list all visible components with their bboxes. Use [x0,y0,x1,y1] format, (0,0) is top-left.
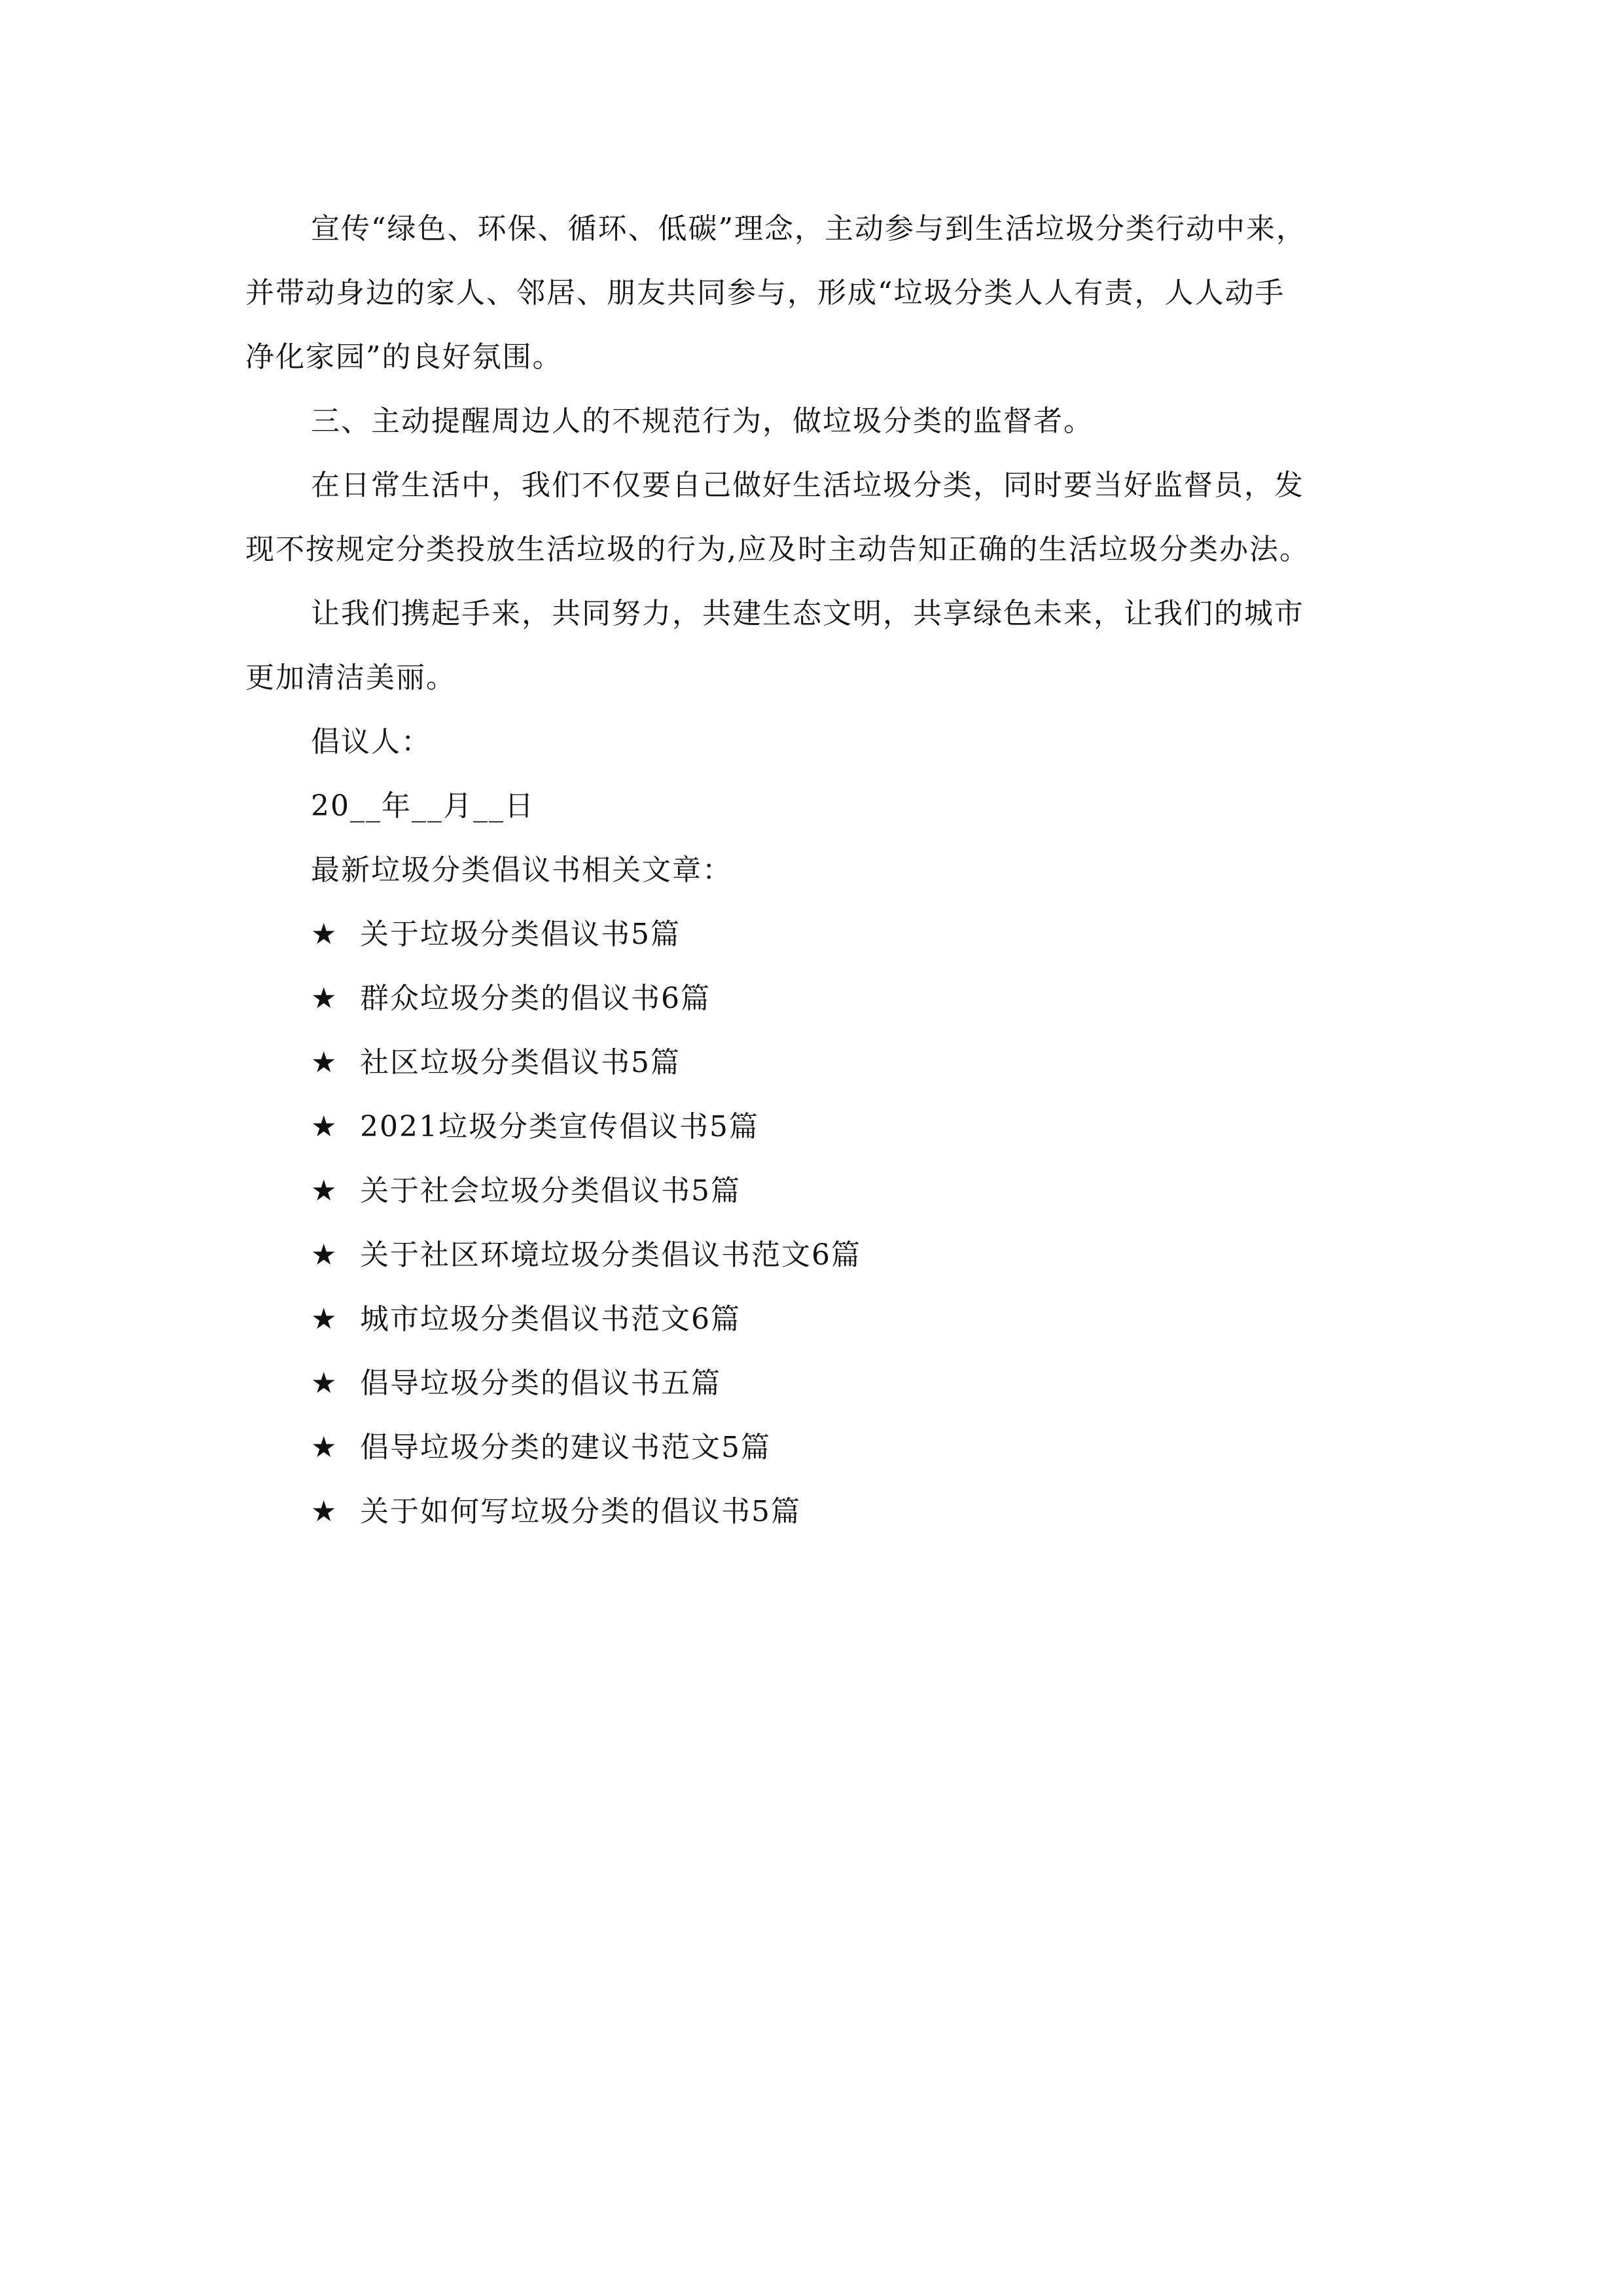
paragraph-line: 在日常生活中，我们不仅要自己做好生活垃圾分类，同时要当好监督员，发 [311,469,1304,502]
star-icon: ★ [311,1238,338,1272]
related-article-title[interactable]: 关于社会垃圾分类倡议书5篇 [360,1174,741,1208]
related-article-link[interactable] [311,915,681,954]
related-article-link[interactable] [311,1043,681,1083]
paragraph-line: 更加清洁美丽。 [245,661,456,694]
paragraph-line: 让我们携起手来，共同努力，共建生态文明，共享绿色未来，让我们的城市 [311,597,1304,630]
star-icon: ★ [311,1431,338,1464]
related-article-link[interactable] [311,1364,721,1403]
related-article-link[interactable] [311,1172,741,1211]
related-article-link[interactable] [311,1236,861,1275]
related-article-link[interactable] [311,1428,771,1467]
related-article-title[interactable]: 倡导垃圾分类的建议书范文5篇 [360,1431,771,1464]
paragraph-line: 净化家园”的良好氛围。 [245,340,563,374]
star-icon: ★ [311,1110,338,1143]
related-article-link[interactable] [311,1492,801,1532]
paragraph-line: 宣传“绿色、环保、循环、低碳”理念，主动参与到生活垃圾分类行动中来， [311,212,1306,245]
section-heading: 三、主动提醒周边人的不规范行为，做垃圾分类的监督者。 [311,404,1094,438]
related-article-link[interactable] [311,979,711,1018]
related-article-title[interactable]: 关于垃圾分类倡议书5篇 [360,918,681,951]
star-icon: ★ [311,1302,338,1336]
related-heading: 最新垃圾分类倡议书相关文章： [311,853,732,887]
date-line: 20__年__月__日 [311,789,535,823]
related-article-title[interactable]: 倡导垃圾分类的倡议书五篇 [360,1367,721,1400]
paragraph-line: 现不按规定分类投放生活垃圾的行为,应及时主动告知正确的生活垃圾分类办法。 [245,533,1310,566]
star-icon: ★ [311,918,338,951]
star-icon: ★ [311,982,338,1015]
star-icon: ★ [311,1367,338,1400]
related-article-title[interactable]: 关于社区环境垃圾分类倡议书范文6篇 [360,1238,861,1272]
star-icon: ★ [311,1495,338,1528]
initiator-label: 倡议人： [311,725,431,759]
related-article-title[interactable]: 群众垃圾分类的倡议书6篇 [360,982,711,1015]
related-article-title[interactable]: 关于如何写垃圾分类的倡议书5篇 [360,1495,801,1528]
related-article-title[interactable]: 城市垃圾分类倡议书范文6篇 [360,1302,741,1336]
star-icon: ★ [311,1046,338,1079]
related-article-title[interactable]: 2021垃圾分类宣传倡议书5篇 [360,1110,759,1143]
star-icon: ★ [311,1174,338,1208]
related-article-link[interactable] [311,1300,741,1339]
paragraph-line: 并带动身边的家人、邻居、朋友共同参与，形成“垃圾分类人人有责，人人动手 [245,276,1285,310]
related-article-link[interactable] [311,1107,759,1147]
related-article-title[interactable]: 社区垃圾分类倡议书5篇 [360,1046,681,1079]
